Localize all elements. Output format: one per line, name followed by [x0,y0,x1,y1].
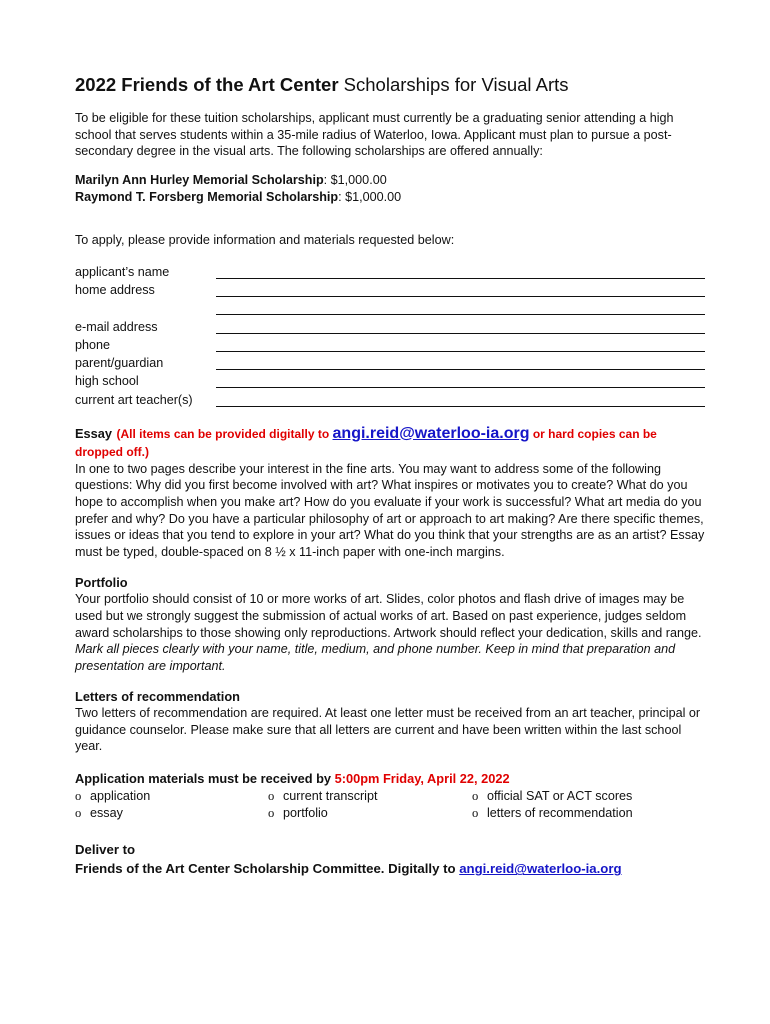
essay-note-start: (All items can be provided digitally to [116,426,333,441]
materials-checklist [75,788,705,822]
field-label: phone [75,337,111,352]
page-title [75,74,705,96]
field-applicant-name[interactable] [75,262,705,280]
scholarship-name: Raymond T. Forsberg Memorial Scholarship [75,189,339,204]
eligibility-paragraph: To be eligible for these tuition scholarships, applicant must currently be a graduating senior attending a high school that serves students within a 35-mile radius of Waterloo, Iowa. Applicant must plan to pursue a post-secondary degree in the visual arts. The following scholarships are offered annually: [75,111,674,159]
field-phone[interactable] [75,336,705,354]
checklist-label: letters of recommendation [487,806,633,821]
field-parent-guardian[interactable] [75,354,705,372]
letters-heading: Letters of recommendation [75,689,240,705]
checklist-item [75,805,268,822]
portfolio-text: Your portfolio should consist of 10 or more works of art. Slides, color photos and flash drive of images may be used but we strongly suggest the submission of actual works of art. Based on past experience, judges seldom award scholarships to those showing only reproductions. Artwork should reflect your dedication, skills and range. [75,592,702,640]
deadline-line [75,771,705,786]
field-high-school[interactable] [75,372,705,390]
fill-line[interactable] [216,278,705,279]
checklist-label: current transcript [283,789,378,804]
field-email-address[interactable] [75,317,705,335]
deadline-date: 5:00pm Friday, April 22, 2022 [334,771,510,787]
checklist-label: essay [90,806,123,821]
scholarship-item [75,172,705,189]
field-label: e-mail address [75,319,158,334]
deliver-heading: Deliver to [75,842,136,858]
fill-line[interactable] [216,314,705,315]
field-label: high school [75,374,139,389]
fill-line[interactable] [216,351,705,352]
checklist-label: official SAT or ACT scores [487,789,633,804]
scholarship-item [75,189,705,206]
letters-section [75,688,705,755]
scholarship-amount: : $1,000.00 [323,172,387,187]
deliver-section [75,840,705,878]
field-label: home address [75,282,155,297]
fill-line[interactable] [216,387,705,388]
checklist-item [75,788,268,805]
checklist-item [268,805,472,822]
field-label: current art teacher(s) [75,392,193,407]
essay-email-link[interactable]: angi.reid@waterloo-ia.org [332,424,530,442]
bullet-icon: o [472,789,479,804]
scholarship-document [75,74,705,878]
bullet-icon: o [75,789,82,804]
checklist-item [268,788,472,805]
title-rest: Scholarships for Visual Arts [338,74,569,95]
bullet-icon: o [472,806,479,821]
portfolio-heading: Portfolio [75,575,128,591]
essay-note-end: or hard copies can be dropped off.) [75,426,657,459]
bullet-icon: o [75,806,82,821]
bullet-icon: o [268,789,275,804]
portfolio-italic-note: Mark all pieces clearly with your name, title, medium, and phone number. Keep in mind that preparation and presentation are important. [75,642,676,673]
essay-heading [75,425,705,461]
application-form [75,262,705,408]
portfolio-body [75,591,705,674]
deliver-email-link[interactable]: angi.reid@waterloo-ia.org [459,861,622,877]
deliver-recipient [75,859,705,878]
checklist-label: portfolio [283,806,328,821]
field-home-address-line2[interactable] [75,299,705,317]
scholarship-amount: : $1,000.00 [338,189,402,204]
title-bold: 2022 Friends of the Art Center [75,74,339,95]
fill-line[interactable] [216,296,705,297]
field-art-teacher[interactable] [75,390,705,408]
checklist-item [472,788,702,805]
essay-title: Essay [75,425,113,441]
field-label: applicant’s name [75,264,170,279]
checklist-item [472,805,702,822]
essay-body: In one to two pages describe your interest in the fine arts. You may want to address some of the following questions: Why did you first become involved with art? What inspires or motivates you to create? What do you hope to accomplish when you make art? How do you evaluate if your work is successful? What art media do you prefer and why? Do you have a particular philosophy of art or approach to art making? Are there specific themes, issues or ideas that you tend to explore in your art? What do you think that your strengths are as an artist? Essay must be typed, double-spaced on 8 ½ x 11-inch paper with one-inch margins. [75,461,705,559]
portfolio-section [75,574,705,674]
deliver-text: Friends of the Art Center Scholarship Committee. Digitally to [75,861,460,877]
fill-line[interactable] [216,369,705,370]
deadline-label: Application materials must be received by [75,771,335,787]
field-home-address[interactable] [75,281,705,299]
fill-line[interactable] [216,333,705,334]
scholarship-name: Marilyn Ann Hurley Memorial Scholarship [75,172,324,187]
checklist-label: application [90,789,151,804]
letters-body: Two letters of recommendation are required. At least one letter must be received from an art teacher, principal or guidance counselor. Please make sure that all letters are current and have been written within the last school year. [75,706,701,754]
bullet-icon: o [268,806,275,821]
field-label: parent/guardian [75,356,164,371]
fill-line[interactable] [216,406,705,407]
apply-instructions: To apply, please provide information and materials requested below: [75,232,455,247]
